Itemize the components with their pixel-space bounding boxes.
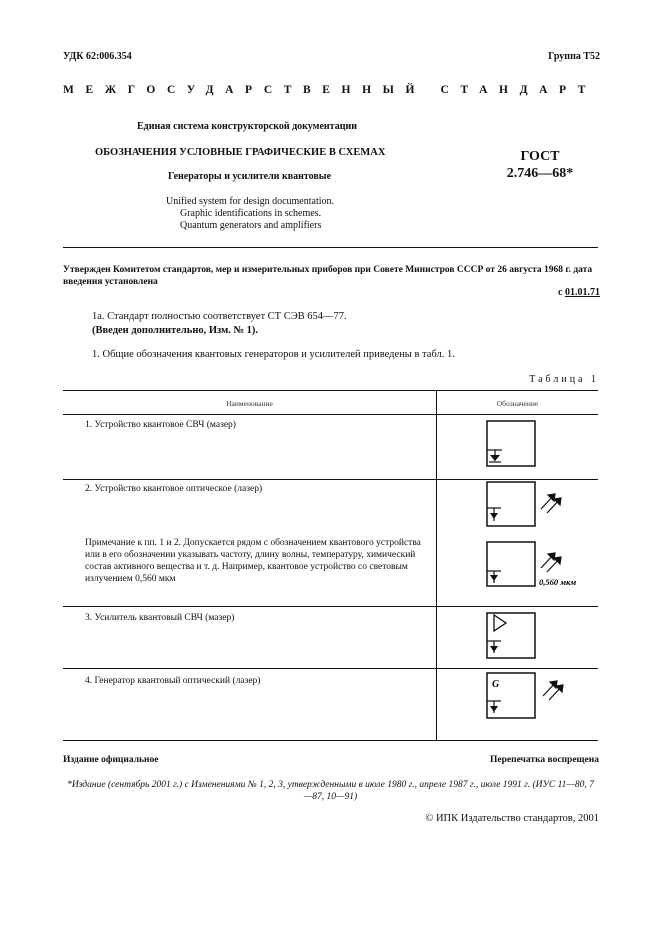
generator-symbol [487,673,535,718]
table-bottom-border [63,740,598,741]
laser-with-wavelength-symbol [487,542,535,586]
symbols-column [437,391,598,740]
radiation-arrows-icon [541,553,561,572]
english-title-line: Graphic identifications in schemes. [180,208,322,219]
maser-symbol [487,421,535,466]
effective-date-prefix: с [558,287,563,298]
generator-letter: G [492,679,500,690]
paragraph-1: 1. Общие обозначения квантовых генераторов и усилителей приведены в табл. 1. [92,349,455,360]
table-label: Таблица 1 [529,374,599,385]
effective-date-value: 01.01.71 [565,287,600,298]
laser-symbol [487,482,535,526]
document-subtitle: Генераторы и усилители квантовые [168,171,332,182]
copyright: © ИПК Издательство стандартов, 2001 [425,813,599,824]
radiation-arrows-icon [543,681,563,700]
gost-designation [500,148,580,182]
title-divider [63,247,598,248]
edition-official: Издание официальное [63,755,159,765]
english-title [166,196,334,232]
paragraph-1a [92,310,347,338]
group-code: Группа Т52 [548,51,600,62]
table-row-name: 1. Устройство квантовое СВЧ (мазер) [85,420,236,430]
column-header-name: Наименование [226,399,273,408]
table-row-name: 3. Усилитель квантовый СВЧ (мазер) [85,613,235,623]
gost-number: 2.746—68* [506,166,574,181]
english-title-line: Quantum generators and amplifiers [180,220,322,231]
gost-label: ГОСТ [520,149,560,164]
table-note: Примечание к пп. 1 и 2. Допускается рядом с обозначением квантового устройства или в его обозначении указывать частоту, длину волны, температуру, химический состав активного вещества и т. д. Например, квантовое устройство со световым излучением 0,560 мкм [85,538,421,584]
table-row-name: 4. Генератор квантовый оптический (лазер) [85,676,261,686]
amplifier-symbol [487,613,535,658]
interstate-standard-heading: МЕЖГОСУДАРСТВЕННЫЙ СТАНДАРТ [63,84,598,96]
approval-text: Утвержден Комитетом стандартов, мер и измерительных приборов при Совете Министров СССР от 26 августа 1968 г. дата введения установлена [63,265,593,287]
system-name: Единая система конструкторской документации [137,121,357,132]
english-title-line: Unified system for design documentation. [166,196,335,207]
edition-footnote: *Издание (сентябрь 2001 г.) с Изменениями № 1, 2, 3, утвержденными в июле 1980 г., апреле 1987 г., июле 1991 г. (ИУС 11—80, 7—87, 10—91) [67,780,594,802]
udk-code: УДК 62:006.354 [63,51,132,62]
paragraph-1a-note: (Введен дополнительно, Изм. № 1). [92,325,259,336]
reprint-prohibited: Перепечатка воспрещена [489,755,599,765]
paragraph-1a-text: 1а. Стандарт полностью соответствует СТ СЭВ 654—77. [92,311,347,322]
table-row-name: 2. Устройство квантовое оптическое (лазер) [85,484,263,494]
wavelength-label: 0,560 мкм [539,577,577,587]
column-header-symbol: Обозначение [496,399,539,408]
effective-date [558,287,600,298]
radiation-arrows-icon [541,494,561,513]
document-title: ОБОЗНАЧЕНИЯ УСЛОВНЫЕ ГРАФИЧЕСКИЕ В СХЕМАХ [95,147,386,158]
